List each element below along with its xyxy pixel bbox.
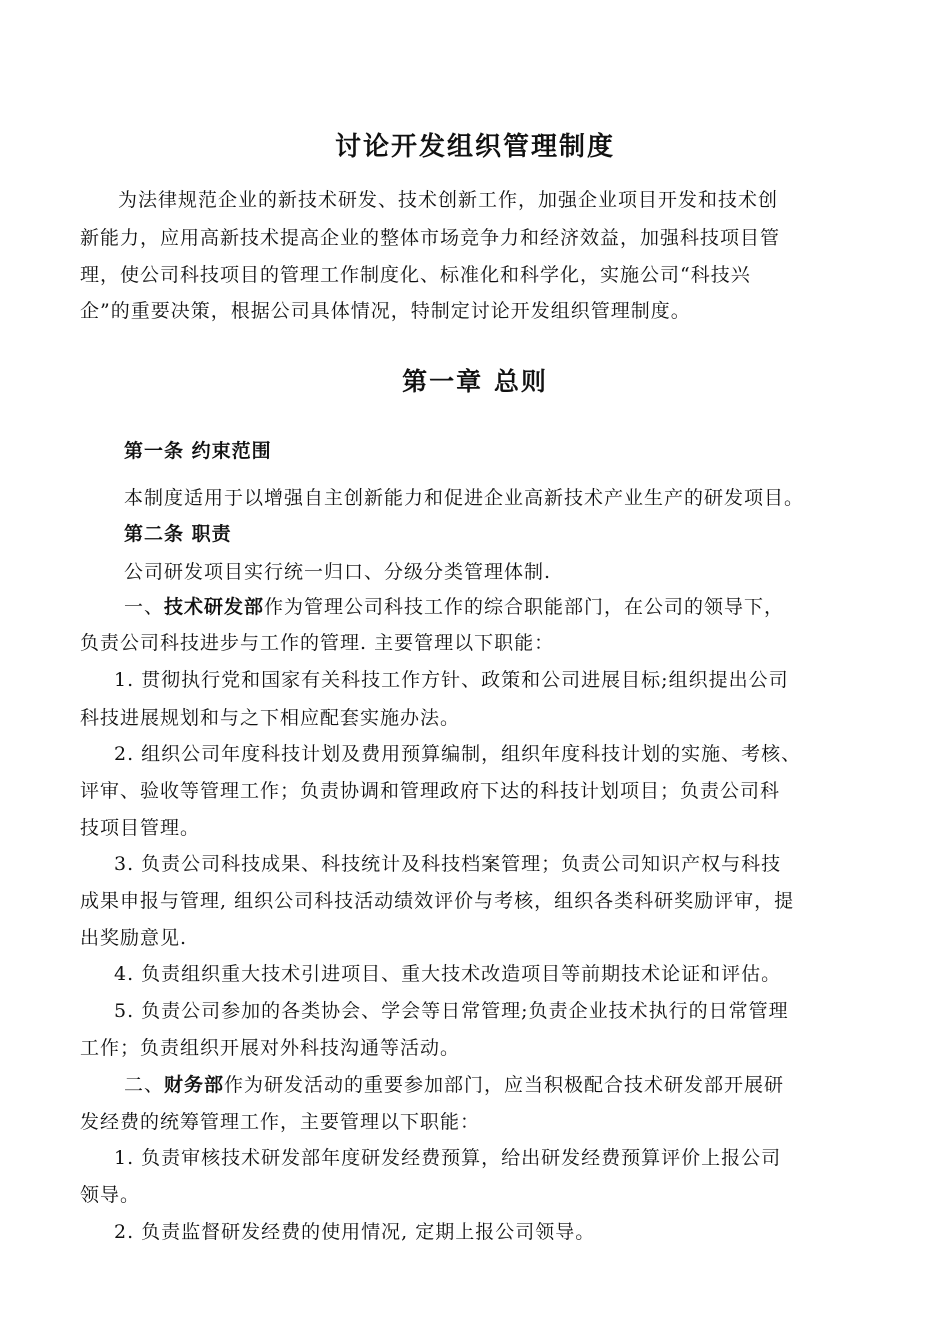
item-1-4: 4. 负责组织重大技术引进项目、重大技术改造项目等前期技术论证和评估。 [114, 963, 782, 985]
item-1-3-cont: 出奖励意见. [80, 927, 188, 949]
item-2-2: 2. 负责监督研发经费的使用情况, 定期上报公司领导。 [114, 1221, 596, 1243]
chapter-title: 第一章 总则 [402, 367, 548, 396]
intro-line: 企”的重要决策，根据公司具体情况，特制定讨论开发组织管理制度。 [80, 300, 691, 322]
intro-line: 为法律规范企业的新技术研发、技术创新工作，加强企业项目开发和技术创 [118, 189, 779, 211]
article-1-heading: 第一条 约束范围 [124, 440, 272, 462]
item-1-1-cont: 科技进展规划和与之下相应配套实施办法。 [80, 707, 461, 729]
item-1-5: 5. 负责公司参加的各类协会、学会等日常管理;负责企业技术执行的日常管理 [114, 1000, 789, 1022]
article-2-text: 公司研发项目实行统一归口、分级分类管理体制. [124, 561, 552, 583]
document-title: 讨论开发组织管理制度 [334, 132, 615, 162]
article-1-text: 本制度适用于以增强自主创新能力和促进企业高新技术产业生产的研发项目。 [124, 487, 805, 509]
section-2-rest: 作为研发活动的重要参加部门，应当积极配合技术研发部开展研 [224, 1074, 785, 1096]
section-2-intro [124, 1073, 784, 1097]
item-1-3: 3. 负责公司科技成果、科技统计及科技档案管理；负责公司知识产权与科技 [114, 853, 782, 875]
item-1-3-cont: 成果申报与管理, 组织公司科技活动绩效评价与考核，组织各类科研奖励评审，提 [80, 890, 795, 912]
item-1-2: 2. 组织公司年度科技计划及费用预算编制，组织年度科技计划的实施、考核、 [114, 743, 802, 765]
item-1-2-cont: 评审、验收等管理工作；负责协调和管理政府下达的科技计划项目；负责公司科 [80, 780, 781, 802]
intro-line: 新能力，应用高新技术提高企业的整体市场竞争力和经济效益，加强科技项目管 [80, 227, 781, 249]
item-2-1-cont: 领导。 [80, 1184, 141, 1206]
section-2-prefix: 二、 [124, 1074, 165, 1096]
item-1-1: 1. 贯彻执行党和国家有关科技工作方针、政策和公司进展目标;组织提出公司 [114, 669, 789, 691]
section-2-dept: 财务部 [164, 1074, 225, 1096]
intro-line: 理，使公司科技项目的管理工作制度化、标准化和科学化，实施公司“科技兴 [80, 264, 751, 286]
item-1-5-cont: 工作；负责组织开展对外科技沟通等活动。 [80, 1037, 461, 1059]
section-1-dept: 技术研发部 [164, 596, 265, 618]
section-1-rest: 作为管理公司科技工作的综合职能部门，在公司的领导下， [264, 596, 785, 618]
section-1-line2: 负责公司科技进步与工作的管理. 主要管理以下职能： [80, 632, 555, 654]
section-1-intro [124, 595, 784, 619]
item-2-1: 1. 负责审核技术研发部年度研发经费预算，给出研发经费预算评价上报公司 [114, 1147, 782, 1169]
article-2-heading: 第二条 职责 [124, 523, 232, 545]
section-1-prefix: 一、 [124, 596, 165, 618]
item-1-2-cont: 技项目管理。 [80, 817, 201, 839]
section-2-line2: 发经费的统筹管理工作，主要管理以下职能： [80, 1111, 481, 1133]
